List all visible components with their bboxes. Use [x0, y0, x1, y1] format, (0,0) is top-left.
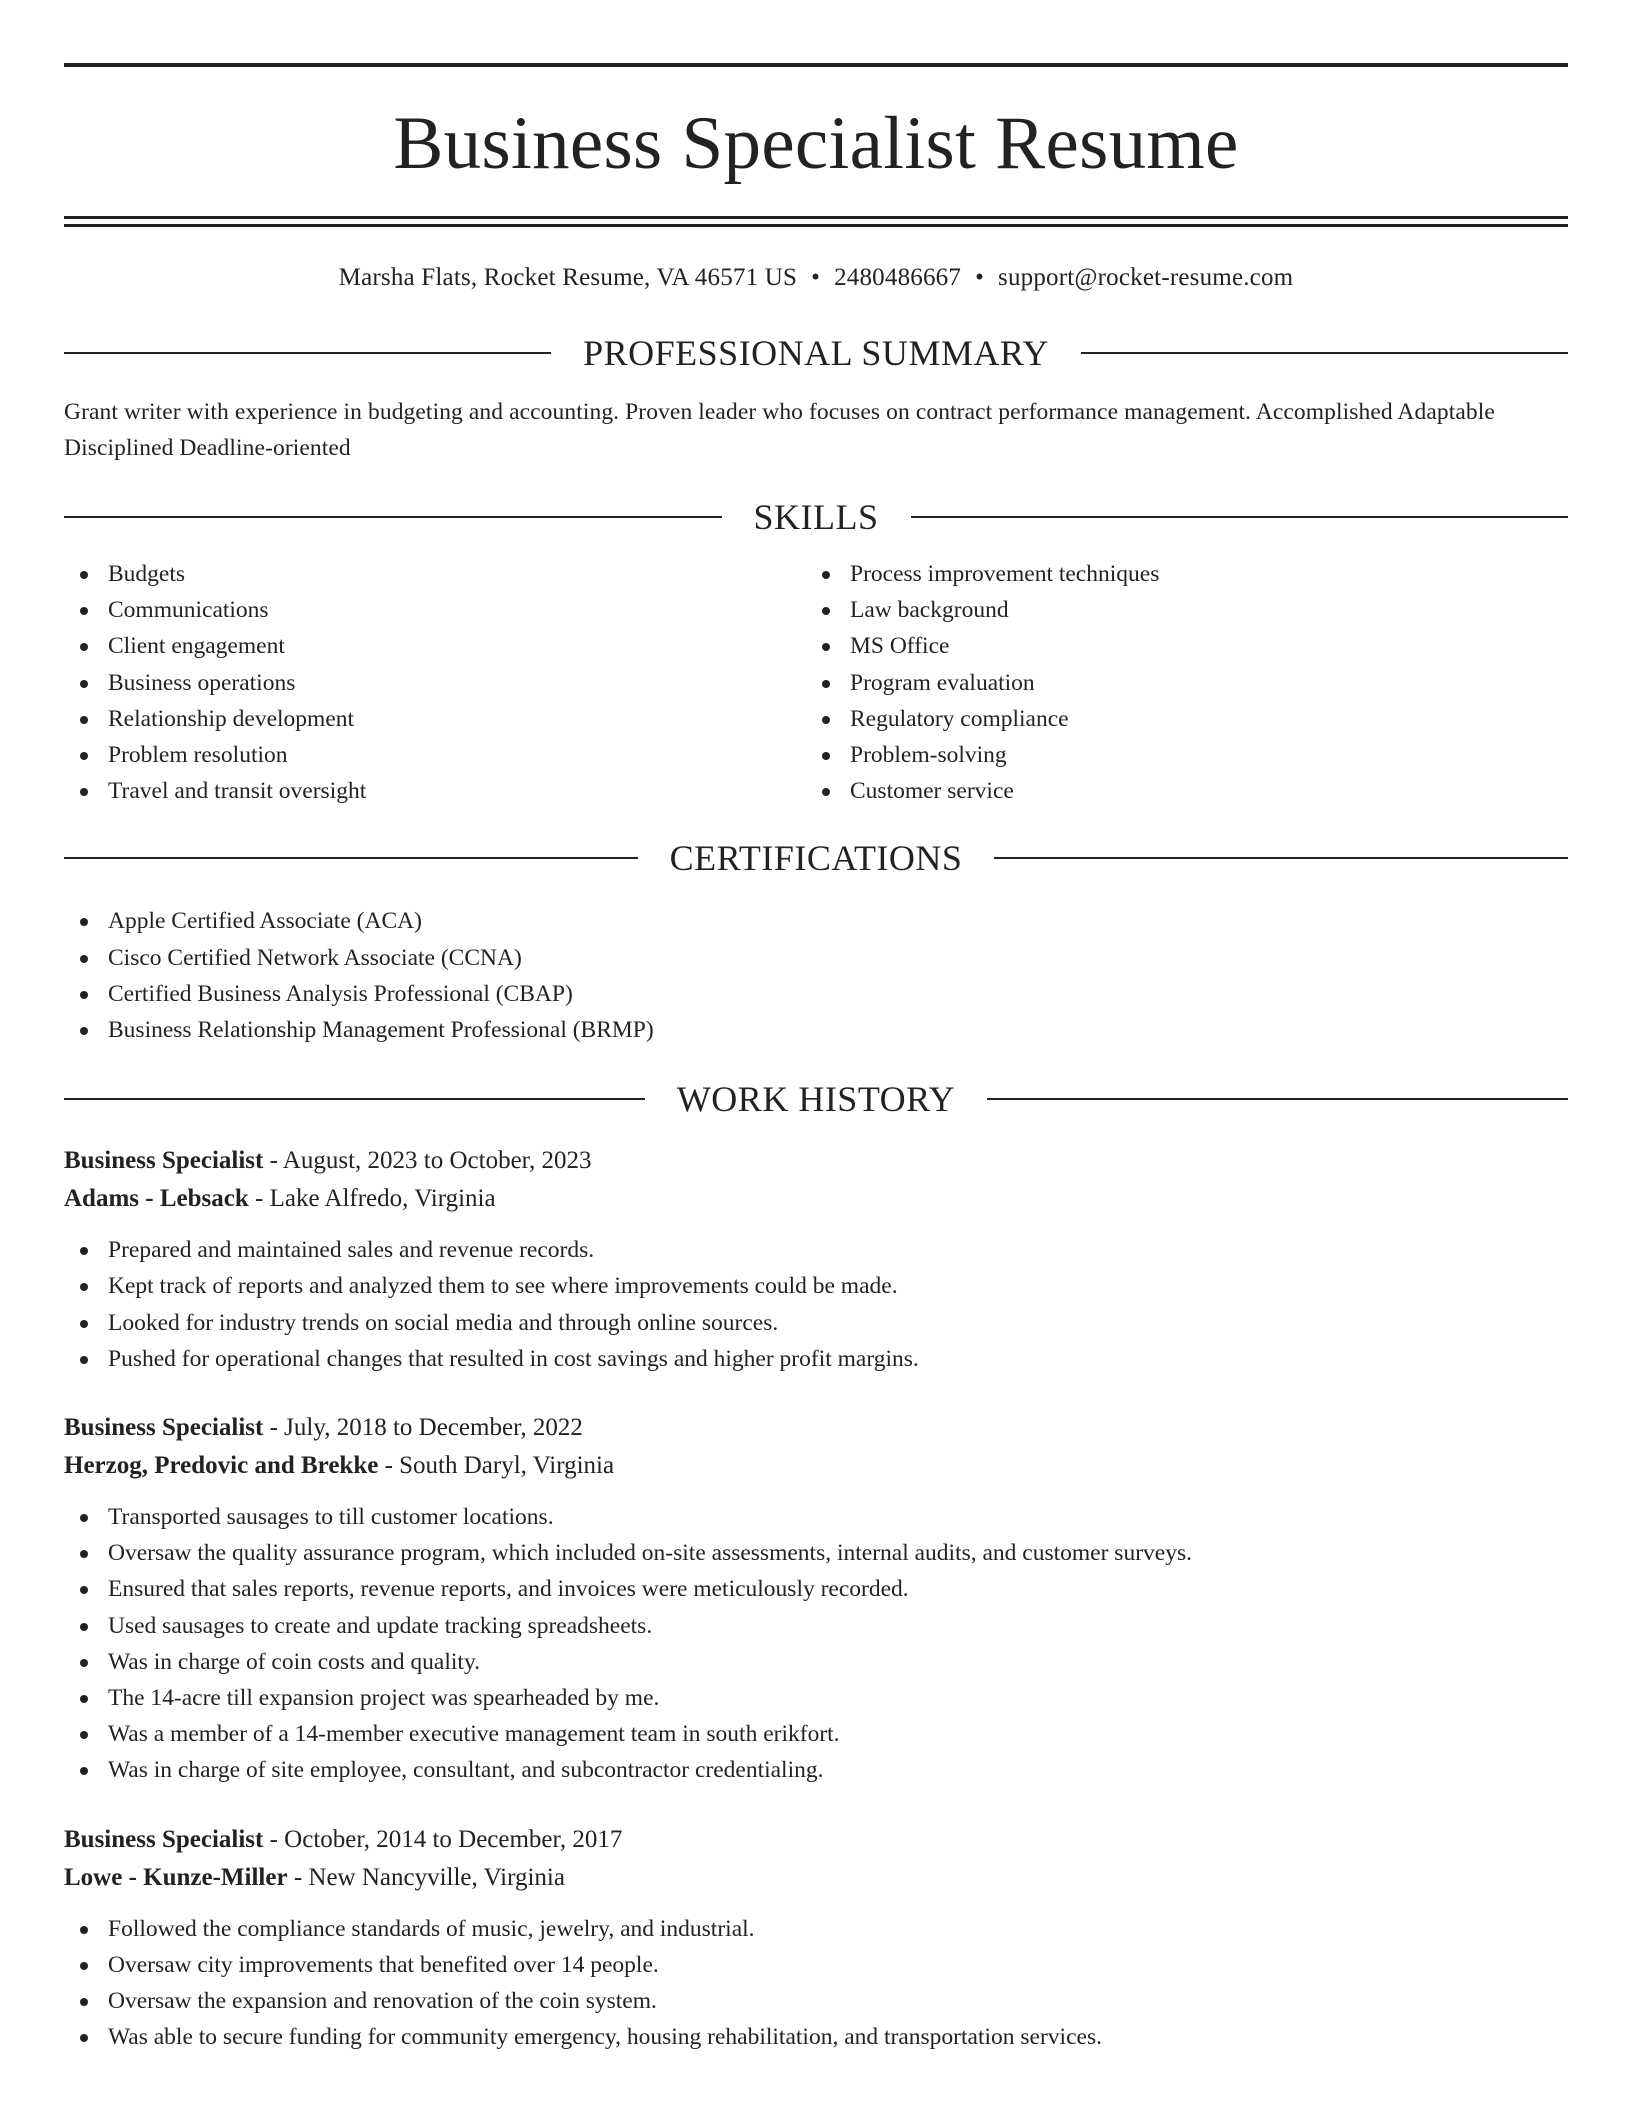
divider-line [64, 857, 638, 859]
list-item: Process improvement techniques [806, 556, 1548, 592]
list-item: Was a member of a 14-member executive management team in south erikfort. [64, 1716, 1568, 1752]
list-item: Ensured that sales reports, revenue reports, and invoices were meticulously recorded. [64, 1571, 1568, 1607]
job-bullets [64, 1232, 1568, 1377]
divider-line [1081, 352, 1568, 354]
job-entry [64, 1142, 1568, 1377]
list-item: Law background [806, 592, 1548, 628]
job-location: - New Nancyville, Virginia [287, 1863, 565, 1891]
job-title-line [64, 1409, 1568, 1447]
list-item: Regulatory compliance [806, 701, 1548, 737]
certifications-list-wrap [64, 903, 1568, 1048]
list-item: Kept track of reports and analyzed them to see where improvements could be made. [64, 1268, 1568, 1304]
divider-line [64, 516, 722, 518]
job-company: Lowe - Kunze-Miller [64, 1863, 288, 1891]
list-item: Travel and transit oversight [64, 773, 806, 809]
job-title: Business Specialist [64, 1825, 264, 1853]
skills-list-right [806, 556, 1548, 809]
list-item: Business Relationship Management Professional (BRMP) [64, 1012, 1568, 1048]
contact-separator: • [975, 264, 985, 291]
job-company-line [64, 1447, 1568, 1485]
list-item: MS Office [806, 628, 1548, 664]
job-company: Adams - Lebsack [64, 1185, 249, 1213]
job-dates: - October, 2014 to December, 2017 [263, 1825, 623, 1853]
job-entry [64, 1821, 1568, 2056]
list-item: Cisco Certified Network Associate (CCNA) [64, 940, 1568, 976]
list-item: The 14-acre till expansion project was spearheaded by me. [64, 1680, 1568, 1716]
job-location: - Lake Alfredo, Virginia [248, 1185, 496, 1213]
job-company-line [64, 1180, 1568, 1218]
work-history-list [64, 1142, 1568, 2055]
page-title: Business Specialist Resume [393, 102, 1239, 185]
skills-list-left [64, 556, 806, 809]
list-item: Looked for industry trends on social media and through online sources. [64, 1305, 1568, 1341]
list-item: Used sausages to create and update tracking spreadsheets. [64, 1608, 1568, 1644]
contact-separator: • [811, 264, 821, 291]
job-title: Business Specialist [64, 1414, 264, 1442]
list-item: Oversaw the quality assurance program, which included on-site assessments, internal audits, and customer surveys. [64, 1535, 1568, 1571]
divider-line [911, 516, 1569, 518]
section-title-certifications: CERTIFICATIONS [669, 838, 963, 879]
list-item: Prepared and maintained sales and revenue records. [64, 1232, 1568, 1268]
top-rule [64, 63, 1568, 67]
job-dates: - July, 2018 to December, 2022 [263, 1414, 583, 1442]
divider-line [987, 1098, 1568, 1100]
summary-text: Grant writer with experience in budgeting and accounting. Proven leader who focuses on contract performance management. Accomplished Adaptable Disciplined Deadline-oriented [64, 399, 1495, 461]
job-company: Herzog, Predovic and Brekke [64, 1452, 379, 1480]
list-item: Communications [64, 592, 806, 628]
list-item: Program evaluation [806, 665, 1548, 701]
section-title-summary: PROFESSIONAL SUMMARY [583, 333, 1049, 373]
section-header-skills [64, 496, 1568, 538]
contact-phone: 2480486667 [834, 264, 962, 291]
job-title-line [64, 1142, 1568, 1180]
list-item: Was in charge of coin costs and quality. [64, 1644, 1568, 1680]
list-item: Followed the compliance standards of music, jewelry, and industrial. [64, 1911, 1568, 1947]
job-bullets [64, 1499, 1568, 1789]
contact-line [64, 263, 1568, 293]
list-item: Oversaw the expansion and renovation of the coin system. [64, 1983, 1568, 2019]
list-item: Pushed for operational changes that resulted in cost savings and higher profit margins. [64, 1341, 1568, 1377]
section-header-summary [64, 332, 1568, 374]
skills-column-left [64, 556, 806, 809]
list-item: Problem-solving [806, 737, 1548, 773]
section-header-certifications [64, 837, 1568, 879]
skills-column-right [806, 556, 1548, 809]
contact-email: support@rocket-resume.com [998, 264, 1294, 291]
job-entry [64, 1409, 1568, 1789]
list-item: Apple Certified Associate (ACA) [64, 903, 1568, 939]
divider-line [64, 352, 551, 354]
job-title-line [64, 1821, 1568, 1859]
list-item: Business operations [64, 665, 806, 701]
certifications-list [64, 903, 1568, 1048]
list-item: Was able to secure funding for community emergency, housing rehabilitation, and transportation services. [64, 2019, 1568, 2055]
divider-line [64, 1098, 645, 1100]
list-item: Customer service [806, 773, 1548, 809]
skills-columns [64, 556, 1568, 809]
job-bullets [64, 1911, 1568, 2056]
divider-line [994, 857, 1568, 859]
list-item: Oversaw city improvements that benefited over 14 people. [64, 1947, 1568, 1983]
job-location: - South Daryl, Virginia [378, 1452, 615, 1480]
list-item: Client engagement [64, 628, 806, 664]
title-double-rule [64, 216, 1568, 227]
section-title-work-history: WORK HISTORY [676, 1079, 956, 1120]
list-item: Problem resolution [64, 737, 806, 773]
job-company-line [64, 1859, 1568, 1897]
list-item: Budgets [64, 556, 806, 592]
list-item: Relationship development [64, 701, 806, 737]
section-header-work-history [64, 1078, 1568, 1120]
job-dates: - August, 2023 to October, 2023 [263, 1147, 592, 1175]
contact-address: Marsha Flats, Rocket Resume, VA 46571 US [338, 264, 798, 291]
list-item: Transported sausages to till customer locations. [64, 1499, 1568, 1535]
job-title: Business Specialist [64, 1147, 264, 1175]
list-item: Certified Business Analysis Professional (CBAP) [64, 976, 1568, 1012]
section-title-skills: SKILLS [753, 497, 879, 537]
list-item: Was in charge of site employee, consultant, and subcontractor credentialing. [64, 1752, 1568, 1788]
